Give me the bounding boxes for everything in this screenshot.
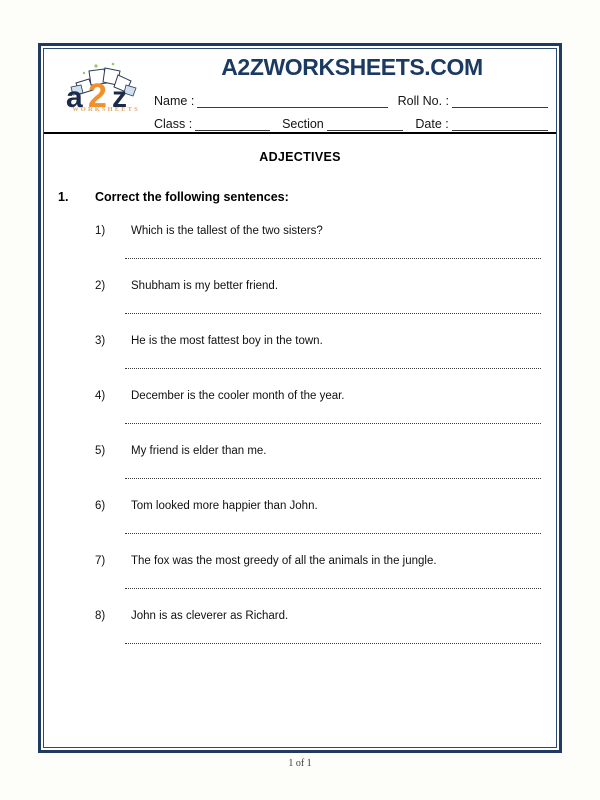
books-papers-icon <box>58 57 150 109</box>
name-label: Name : <box>154 94 195 108</box>
a2z-logo[interactable] <box>58 57 150 127</box>
student-info-fields <box>154 85 548 131</box>
question-item <box>95 444 542 479</box>
instruction-number: 1. <box>58 190 69 204</box>
question-text: Tom looked more happier than John. <box>131 500 318 512</box>
section-label: Section <box>282 117 324 131</box>
class-label: Class : <box>154 117 193 131</box>
question-row <box>95 554 542 569</box>
logo-subtitle: WORKSHEETS <box>72 106 140 113</box>
class-section-date-row <box>154 108 548 131</box>
name-input[interactable] <box>197 94 387 108</box>
question-item <box>95 389 542 424</box>
question-row <box>95 609 542 624</box>
worksheet-page-frame <box>38 43 562 753</box>
question-list <box>44 224 556 644</box>
question-row <box>95 444 542 459</box>
answer-line[interactable] <box>125 533 541 534</box>
question-item <box>95 279 542 314</box>
question-text: December is the cooler month of the year. <box>131 390 345 402</box>
answer-line[interactable] <box>125 313 541 314</box>
question-text: My friend is elder than me. <box>131 445 267 457</box>
worksheet-body <box>44 150 556 644</box>
question-item <box>95 334 542 369</box>
question-text: John is as cleverer as Richard. <box>131 610 289 622</box>
date-input[interactable] <box>452 117 548 131</box>
instruction-text: Correct the following sentences: <box>95 190 289 204</box>
question-number: 1) <box>95 225 106 237</box>
question-number: 8) <box>95 610 106 622</box>
answer-line[interactable] <box>125 423 541 424</box>
question-text: He is the most fattest boy in the town. <box>131 335 323 347</box>
question-row <box>95 279 542 294</box>
question-item <box>95 554 542 589</box>
section-input[interactable] <box>327 117 404 131</box>
class-input[interactable] <box>195 117 270 131</box>
question-row <box>95 389 542 404</box>
page-footer: 1 of 1 <box>288 758 312 769</box>
answer-line[interactable] <box>125 643 541 644</box>
question-number: 3) <box>95 335 106 347</box>
date-label: Date : <box>415 117 449 131</box>
question-row <box>95 224 542 239</box>
worksheet-page-inner <box>43 48 557 748</box>
answer-line[interactable] <box>125 258 541 259</box>
question-number: 2) <box>95 280 106 292</box>
question-item <box>95 499 542 534</box>
answer-line[interactable] <box>125 368 541 369</box>
question-number: 7) <box>95 555 106 567</box>
question-row <box>95 499 542 514</box>
svg-text:a: a <box>66 81 83 109</box>
question-text: The fox was the most greedy of all the animals in the jungle. <box>131 555 437 567</box>
question-text: Which is the tallest of the two sisters? <box>131 225 323 237</box>
worksheet-header <box>44 49 556 134</box>
question-text: Shubham is my better friend. <box>131 280 279 292</box>
question-row <box>95 334 542 349</box>
answer-line[interactable] <box>125 478 541 479</box>
svg-text:2: 2 <box>88 77 107 109</box>
worksheet-title: ADJECTIVES <box>259 150 341 164</box>
answer-line[interactable] <box>125 588 541 589</box>
name-roll-row <box>154 85 548 108</box>
site-title: A2ZWORKSHEETS.COM <box>221 54 483 80</box>
svg-text:z: z <box>112 81 127 109</box>
roll-label: Roll No. : <box>397 94 449 108</box>
question-number: 4) <box>95 390 106 402</box>
roll-input[interactable] <box>452 94 548 108</box>
question-number: 5) <box>95 445 106 457</box>
question-item <box>95 224 542 259</box>
question-item <box>95 609 542 644</box>
instruction-block <box>44 190 556 204</box>
question-number: 6) <box>95 500 106 512</box>
